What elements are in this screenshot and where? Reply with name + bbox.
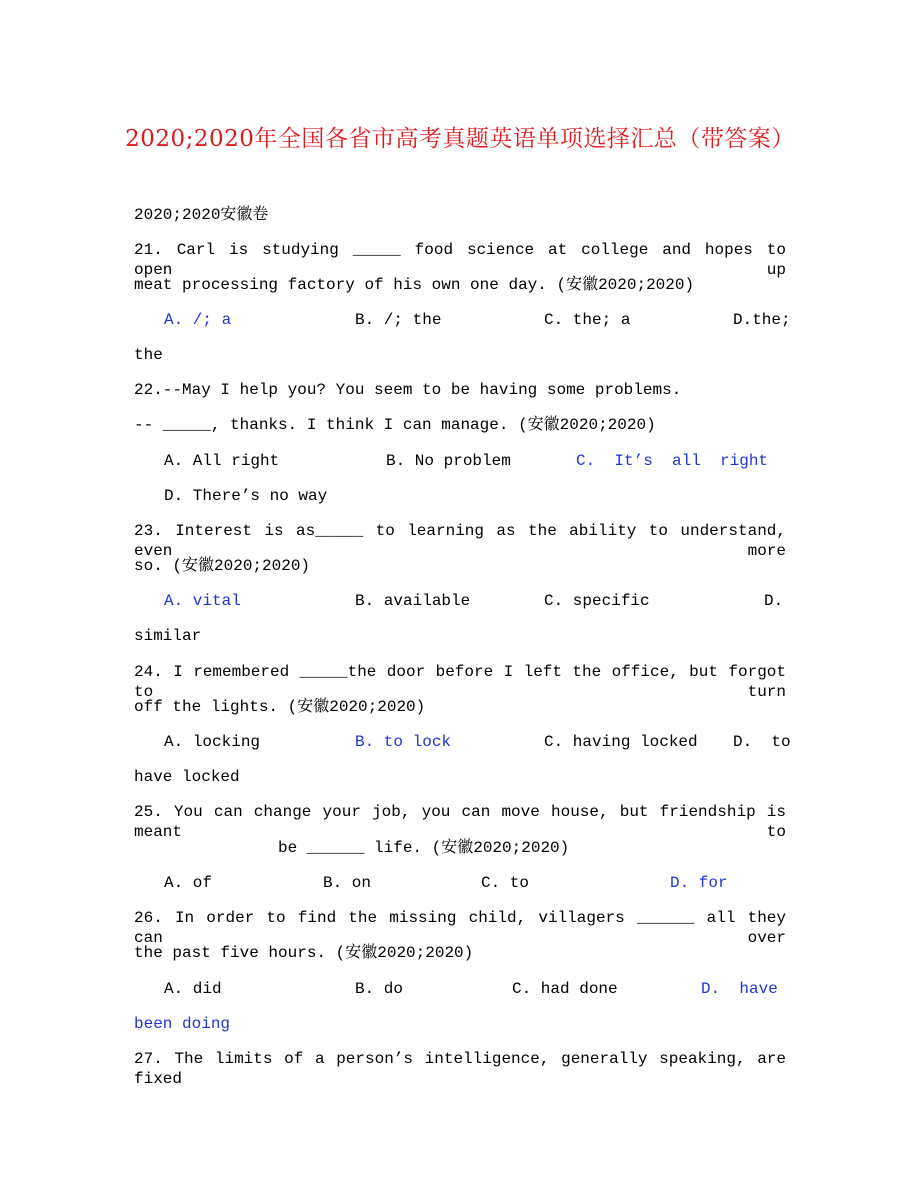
question-22-line-1: 22.--May I help you? You seem to be having some problems. <box>134 381 682 399</box>
question-26-option-wrap: been doing <box>134 1015 231 1033</box>
question-22-option-b: B. No problem <box>386 452 511 470</box>
question-26-option-a: A. did <box>164 980 222 998</box>
question-25-option-d: D. for <box>670 874 728 892</box>
question-26-line-2: the past five hours. (安徽2020;2020) <box>134 944 474 962</box>
question-24-line-1: 24. I remembered _____the door before I left the office, but forgot to turn <box>134 663 786 701</box>
question-24-option-c: C. having locked <box>544 733 698 751</box>
question-22-line-2: -- _____, thanks. I think I can manage. (安徽2020;2020) <box>134 416 656 434</box>
question-21-line-2: meat processing factory of his own one day. (安徽2020;2020) <box>134 276 695 294</box>
question-24-option-b: B. to lock <box>355 733 452 751</box>
question-23-option-b: B. available <box>355 592 471 610</box>
question-21-option-c: C. the; a <box>544 311 631 329</box>
question-27-line-1: 27. The limits of a person’s intelligence, generally speaking, are fixed <box>134 1050 786 1088</box>
page-title: 2020;2020年全国各省市高考真题英语单项选择汇总（带答案） <box>125 126 795 152</box>
question-22-option-d: D. There’s no way <box>164 487 328 505</box>
section-heading: 2020;2020安徽卷 <box>134 206 269 224</box>
question-25-line-1: 25. You can change your job, you can move house, but friendship is meant to <box>134 803 786 841</box>
question-24-option-d: D. to <box>733 733 791 751</box>
question-21-option-a: A. /; a <box>164 311 232 329</box>
question-21-line-1: 21. Carl is studying _____ food science at college and hopes to open up <box>134 241 786 279</box>
question-23-line-2: so. (安徽2020;2020) <box>134 557 311 575</box>
question-22-option-c: C. It’s all right <box>576 452 769 470</box>
question-26-option-b: B. do <box>355 980 404 998</box>
question-25-line-2: be ______ life. (安徽2020;2020) <box>278 839 570 857</box>
question-21-option-wrap: the <box>134 346 163 364</box>
question-26-line-1: 26. In order to find the missing child, villagers ______ all they can over <box>134 909 786 947</box>
question-25-option-a: A. of <box>164 874 213 892</box>
question-23-option-a: A. vital <box>164 592 241 610</box>
question-21-option-d: D.the; <box>733 311 791 329</box>
question-23-option-c: C. specific <box>544 592 650 610</box>
question-26-option-c: C. had done <box>512 980 618 998</box>
question-24-line-2: off the lights. (安徽2020;2020) <box>134 698 426 716</box>
question-23-option-d: D. <box>764 592 784 610</box>
question-25-option-c: C. to <box>481 874 530 892</box>
question-22-option-a: A. All right <box>164 452 280 470</box>
question-25-option-b: B. on <box>323 874 372 892</box>
question-23-option-wrap: similar <box>134 627 202 645</box>
question-24-option-a: A. locking <box>164 733 261 751</box>
question-26-option-d: D. have <box>701 980 778 998</box>
question-21-option-b: B. /; the <box>355 311 442 329</box>
question-24-option-wrap: have locked <box>134 768 240 786</box>
question-23-line-1: 23. Interest is as_____ to learning as the ability to understand, even more <box>134 522 786 560</box>
